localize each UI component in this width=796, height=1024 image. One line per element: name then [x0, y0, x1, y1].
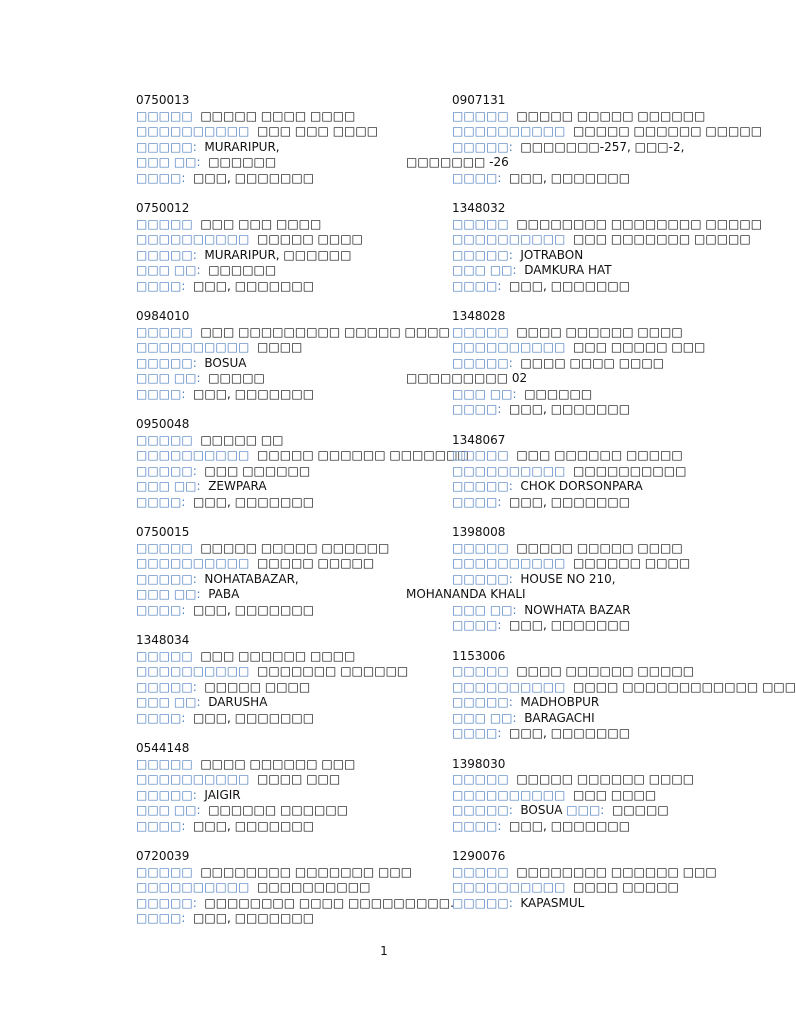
area-line-label: □□□□:: [136, 602, 186, 617]
post-office-line: [136, 371, 398, 387]
name-line-value: □□□□□□□□ □□□□□□□ □□□: [200, 864, 413, 879]
address-line-label: □□□□□:: [136, 895, 197, 910]
area-line-label: □□□□:: [136, 818, 186, 833]
name-line-label: □□□□□: [136, 324, 193, 339]
post-office-line-label: □□□ □□:: [136, 587, 201, 601]
father-line-label: □□□□□□□□□□: [136, 340, 250, 354]
record-id: 1398008: [452, 525, 506, 539]
father-line-value: □□□□: [257, 340, 303, 354]
area-line: [136, 171, 398, 187]
area-line-label: □□□□:: [136, 386, 186, 401]
address-line: [136, 572, 398, 588]
father-line-value: □□□ □□□ □□□□: [257, 124, 379, 138]
father-line: [136, 772, 398, 788]
name-line-value: □□□□□ □□□□□ □□□□□□: [516, 108, 706, 123]
father-line-value: □□□□□ □□□□□□ □□□□□: [573, 124, 763, 138]
address-line: [136, 464, 398, 480]
post-office-line-label: □□□ □□:: [136, 155, 201, 169]
address-line: [136, 788, 398, 804]
record-entry: [136, 741, 398, 834]
name-line-value: □□□ □□□□□□ □□□□□: [516, 448, 683, 462]
post-office-line-label: □□□ □□:: [452, 602, 517, 617]
father-line: [452, 679, 796, 696]
address-line-label: □□□□□:: [452, 695, 513, 709]
name-line-value: □□□□□□□□ □□□□□□□□ □□□□□: [516, 216, 763, 231]
father-line-label: □□□□□□□□□□: [452, 463, 566, 478]
address-line: [136, 356, 398, 372]
area-line: [452, 618, 752, 634]
name-line-value: □□□□□□□□ □□□□□□ □□□: [516, 864, 717, 879]
record-entry: [406, 309, 752, 418]
address-line: [136, 140, 398, 156]
name-line-value: □□□□□ □□□□ □□□□: [200, 108, 356, 123]
post-office-line-value: □□□□□□: [208, 263, 277, 277]
area-line-label: □□□□:: [136, 710, 186, 725]
record-id: 0544148: [136, 741, 190, 755]
address-line-po-value: □□□□□: [611, 803, 669, 817]
name-line-value: □□□□□ □□□□□ □□□□: [516, 540, 683, 555]
area-line-label: □□□□:: [452, 170, 502, 185]
name-line-label: □□□□□: [136, 540, 193, 555]
address-line-label: □□□□□:: [136, 139, 197, 154]
address-line-value: NOHATABAZAR,: [204, 571, 299, 586]
name-line-value: □□□ □□□□□□□□□ □□□□□ □□□□: [200, 324, 450, 339]
father-line-label: □□□□□□□□□□: [136, 556, 250, 570]
post-office-line: [136, 263, 398, 279]
name-line-label: □□□□□: [136, 648, 193, 663]
father-line: [452, 556, 752, 572]
post-office-line-label: □□□ □□:: [136, 695, 201, 709]
area-line-value: □□□, □□□□□□□: [509, 818, 631, 833]
name-line: [136, 649, 398, 665]
name-line: [452, 865, 752, 881]
record-entry: [452, 201, 763, 294]
father-line: [136, 664, 409, 680]
father-line: [136, 232, 398, 248]
area-line: [452, 726, 752, 742]
post-office-line-value: ZEWPARA: [208, 479, 267, 493]
father-line: [452, 788, 752, 804]
father-line-value: □□□□ □□□□□: [573, 880, 679, 894]
name-line-value: □□□□□ □□□□□□ □□□□: [516, 772, 695, 786]
father-line: [452, 124, 763, 140]
father-line-value: □□□□□ □□□□: [257, 232, 363, 246]
post-office-line-label: □□□ □□:: [136, 371, 201, 385]
address-continuation: □□□□□□□□□ 02: [406, 371, 528, 385]
name-line-value: □□□□ □□□□□□ □□□□□: [516, 664, 695, 678]
area-line-label: □□□□:: [452, 618, 502, 632]
address-line-value: JOTRABON: [520, 247, 584, 262]
page-number: 1: [380, 944, 388, 958]
address-line-label: □□□□□:: [136, 787, 197, 802]
record-id: 1348032: [452, 201, 506, 215]
address-line-label: □□□□□:: [452, 571, 513, 586]
area-line-label: □□□□:: [452, 494, 502, 509]
address-line: [136, 895, 454, 912]
name-line-label: □□□□□: [452, 324, 509, 339]
name-line: [452, 772, 752, 788]
post-office-line-value: □□□□□□: [524, 386, 593, 401]
father-line-value: □□□□□□ □□□□: [573, 556, 691, 570]
area-line-value: □□□, □□□□□□□: [509, 170, 631, 185]
name-line: [136, 324, 450, 341]
address-line-value: □□□□□ □□□□: [204, 679, 311, 694]
post-office-line-label: □□□ □□:: [136, 263, 201, 277]
area-line-label: □□□□:: [136, 170, 186, 185]
area-line-value: □□□, □□□□□□□: [509, 402, 631, 416]
address-line-value: JAIGIR: [204, 787, 241, 802]
post-office-line-value: □□□□□□: [208, 155, 277, 169]
father-line: [452, 340, 752, 356]
post-office-line-value: NOWHATA BAZAR: [524, 602, 631, 617]
record-id: 1398030: [452, 756, 506, 771]
address-line: [452, 572, 752, 588]
post-office-line-label: □□□ □□:: [452, 263, 517, 277]
address-line-label: □□□□□:: [136, 247, 197, 262]
record-id: 1153006: [452, 648, 506, 663]
name-line: [136, 217, 398, 233]
area-line-value: □□□, □□□□□□□: [193, 911, 315, 925]
record-entry: [452, 849, 752, 911]
address-line: [452, 140, 752, 156]
address-line-label: □□□□□:: [452, 895, 513, 910]
name-line-label: □□□□□: [452, 216, 509, 231]
address-line: [136, 680, 398, 696]
record-entry: [452, 648, 796, 742]
post-office-line-value: DARUSHA: [208, 695, 268, 709]
area-line-value: □□□, □□□□□□□: [509, 726, 631, 740]
record-id: 0907131: [452, 93, 506, 107]
post-office-line: [136, 695, 398, 711]
name-line-label: □□□□□: [452, 540, 509, 555]
father-line-value: □□□□□ □□□□□□ □□□□□□□: [257, 448, 469, 462]
record-entry: [136, 633, 409, 726]
post-office-line: [136, 587, 398, 603]
address-line: [452, 479, 752, 495]
address-continuation: □□□□□□□ -26: [406, 155, 509, 169]
father-line: [452, 880, 752, 896]
father-line-label: □□□□□□□□□□: [136, 124, 250, 138]
name-line-label: □□□□□: [452, 664, 509, 678]
record-entry: [136, 93, 398, 186]
area-line-value: □□□, □□□□□□□: [509, 618, 631, 632]
address-line-value: □□□ □□□□□□: [204, 463, 311, 478]
area-line: [452, 495, 752, 511]
post-office-line: [452, 387, 752, 403]
record-id: 1290076: [452, 849, 506, 863]
area-line-label: □□□□:: [452, 278, 502, 293]
record-id: 0950048: [136, 417, 190, 431]
area-line-value: □□□, □□□□□□□: [193, 278, 315, 293]
name-line: [452, 541, 752, 557]
name-line-label: □□□□□: [452, 864, 509, 879]
area-line-value: □□□, □□□□□□□: [193, 170, 315, 185]
address-line-value: HOUSE NO 210,: [520, 571, 616, 586]
name-line: [452, 109, 752, 125]
area-line: [136, 603, 398, 619]
name-line: [136, 433, 398, 449]
area-line: [136, 911, 398, 927]
father-line-label: □□□□□□□□□□: [452, 880, 566, 894]
address-line-label: □□□□□:: [136, 355, 197, 370]
father-line-label: □□□□□□□□□□: [452, 787, 566, 802]
name-line-value: □□□ □□□ □□□□: [200, 216, 322, 231]
father-line-value: □□□□ □□□: [257, 772, 341, 786]
name-line: [136, 109, 398, 125]
address-line-value: MURARIPUR,: [204, 139, 280, 154]
father-line-value: □□□□ □□□□□□□□□□□□ □□□: [573, 679, 796, 694]
area-line-label: □□□□:: [136, 911, 186, 925]
area-line: [136, 711, 398, 727]
address-line-label: □□□□□:: [136, 571, 197, 586]
father-line: [136, 880, 398, 896]
father-line: [136, 340, 398, 356]
record-id: 0750013: [136, 93, 190, 107]
father-line: [452, 464, 752, 480]
name-line-value: □□□□ □□□□□□ □□□: [200, 756, 356, 771]
name-line-label: □□□□□: [136, 864, 193, 879]
father-line-label: □□□□□□□□□□: [452, 679, 566, 694]
record-entry: [406, 93, 763, 186]
post-office-line-label: □□□ □□:: [136, 803, 201, 817]
record-id: 1348028: [452, 309, 506, 323]
post-office-line: [452, 711, 752, 727]
father-line-value: □□□ □□□□□□□ □□□□□: [573, 232, 751, 246]
right-column: [406, 93, 796, 926]
address-line-value: □□□□□□□□ □□□□ □□□□□□□□□.: [204, 895, 454, 910]
area-line-value: □□□, □□□□□□□: [193, 818, 315, 833]
area-line: [452, 402, 752, 418]
area-line-label: □□□□:: [136, 494, 186, 509]
father-line-value: □□□□□□□□□□: [257, 880, 371, 894]
name-line-value: □□□ □□□□□□ □□□□: [200, 648, 356, 663]
area-line-label: □□□□:: [452, 726, 502, 740]
area-line: [452, 279, 752, 295]
area-line-value: □□□, □□□□□□□: [193, 494, 315, 509]
area-line-label: □□□□:: [452, 402, 502, 416]
area-line-value: □□□, □□□□□□□: [193, 386, 315, 401]
area-line-label: □□□□:: [136, 278, 186, 293]
name-line: [452, 216, 763, 233]
father-line-label: □□□□□□□□□□: [136, 232, 250, 246]
address-line: [452, 896, 752, 912]
name-line-label: □□□□□: [136, 216, 193, 231]
area-line-value: □□□, □□□□□□□: [193, 710, 315, 725]
name-line-label: □□□□□: [136, 108, 193, 123]
father-line: [136, 448, 469, 464]
address-line: [452, 803, 752, 819]
record-entry: [136, 417, 469, 510]
name-line: [452, 448, 752, 464]
address-line-po-label: □□□:: [566, 803, 605, 817]
name-line: [136, 757, 398, 773]
address-line-label: □□□□□:: [452, 479, 513, 493]
post-office-line: [136, 479, 398, 495]
name-line-label: □□□□□: [136, 756, 193, 771]
post-office-line-value: □□□□□: [208, 371, 265, 385]
father-line-label: □□□□□□□□□□: [136, 772, 250, 786]
father-line-value: □□□ □□□□□ □□□: [573, 340, 706, 354]
record-id: 1348034: [136, 633, 190, 647]
post-office-line-value: DAMKURA HAT: [524, 263, 612, 277]
address-line: [452, 356, 752, 372]
address-line-value: CHOK DORSONPARA: [520, 479, 643, 493]
post-office-line: [136, 803, 398, 819]
record-entry: [452, 757, 752, 835]
post-office-line: [452, 603, 752, 619]
father-line-label: □□□□□□□□□□: [452, 340, 566, 354]
father-line: [136, 556, 398, 572]
record-entry: [452, 433, 752, 511]
area-line-label: □□□□:: [452, 818, 502, 833]
area-line: [136, 279, 398, 295]
name-line-value: □□□□□ □□: [200, 432, 284, 447]
post-office-line-value: PABA: [208, 587, 240, 601]
name-line-value: □□□□ □□□□□□ □□□□: [516, 324, 683, 339]
area-line: [136, 495, 398, 511]
area-line-value: □□□, □□□□□□□: [509, 494, 631, 509]
area-line-value: □□□, □□□□□□□: [193, 602, 315, 617]
record-entry: [136, 309, 450, 402]
address-line-label: □□□□□:: [452, 247, 513, 262]
address-line-value: MADHOBPUR: [520, 695, 600, 709]
record-entry: [136, 201, 398, 294]
father-line-label: □□□□□□□□□□: [452, 232, 566, 246]
father-line: [136, 124, 398, 140]
area-line: [452, 171, 752, 187]
father-line-value: □□□ □□□□: [573, 787, 657, 802]
post-office-line-value: BARAGACHI: [524, 710, 595, 725]
post-office-line-label: □□□ □□:: [452, 710, 517, 725]
record-id: 0984010: [136, 309, 190, 323]
address-line: [136, 248, 398, 264]
address-line-label: □□□□□:: [452, 355, 513, 370]
address-line-value: BOSUA: [520, 803, 563, 817]
post-office-line: [452, 263, 752, 279]
father-line-label: □□□□□□□□□□: [136, 448, 250, 462]
name-line-label: □□□□□: [452, 108, 509, 123]
area-line: [136, 819, 398, 835]
post-office-line: [136, 155, 398, 171]
address-line: [452, 248, 752, 264]
name-line-label: □□□□□: [136, 432, 193, 447]
father-line-label: □□□□□□□□□□: [136, 664, 250, 678]
father-line-label: □□□□□□□□□□: [136, 880, 250, 894]
post-office-line-label: □□□ □□:: [136, 479, 201, 493]
father-line-label: □□□□□□□□□□: [452, 124, 566, 138]
record-id: 1348067: [452, 432, 506, 447]
name-line: [452, 325, 752, 341]
address-line-label: □□□□□:: [452, 139, 513, 154]
name-line: [136, 541, 398, 557]
area-line: [136, 387, 398, 403]
record-id: 0720039: [136, 849, 190, 863]
area-line-value: □□□, □□□□□□□: [509, 278, 631, 293]
area-line: [452, 819, 752, 835]
name-line-label: □□□□□: [452, 448, 509, 462]
name-line: [452, 664, 752, 680]
record-entry: [136, 849, 454, 927]
address-line-value: □□□□ □□□□ □□□□: [520, 355, 665, 370]
record-entry: [406, 525, 752, 634]
record-id: 0750015: [136, 525, 190, 539]
name-line: [136, 864, 413, 881]
father-line-value: □□□□□ □□□□□: [257, 556, 375, 570]
name-line-label: □□□□□: [452, 772, 509, 786]
address-line-label: □□□□□:: [136, 679, 197, 694]
father-line-label: □□□□□□□□□□: [452, 556, 566, 570]
record-entry: [136, 525, 398, 618]
address-continuation: MOHANANDA KHALI: [406, 587, 526, 601]
address-line-value: KAPASMUL: [520, 895, 585, 910]
post-office-line-label: □□□ □□:: [452, 386, 517, 401]
father-line: [452, 232, 752, 248]
address-line-value: □□□□□□□-257, □□□-2,: [520, 139, 685, 154]
address-line-label: □□□□□:: [136, 463, 197, 478]
father-line-value: □□□□□□□ □□□□□□: [257, 664, 409, 678]
address-line-value: BOSUA: [204, 355, 247, 370]
post-office-line-value: □□□□□□ □□□□□□: [208, 803, 349, 817]
address-line-label: □□□□□:: [452, 803, 513, 817]
address-line-value: MURARIPUR, □□□□□□: [204, 247, 352, 262]
name-line-value: □□□□□ □□□□□ □□□□□□: [200, 540, 390, 555]
address-line: [452, 695, 752, 711]
record-id: 0750012: [136, 201, 190, 215]
father-line-value: □□□□□□□□□□: [573, 463, 687, 478]
